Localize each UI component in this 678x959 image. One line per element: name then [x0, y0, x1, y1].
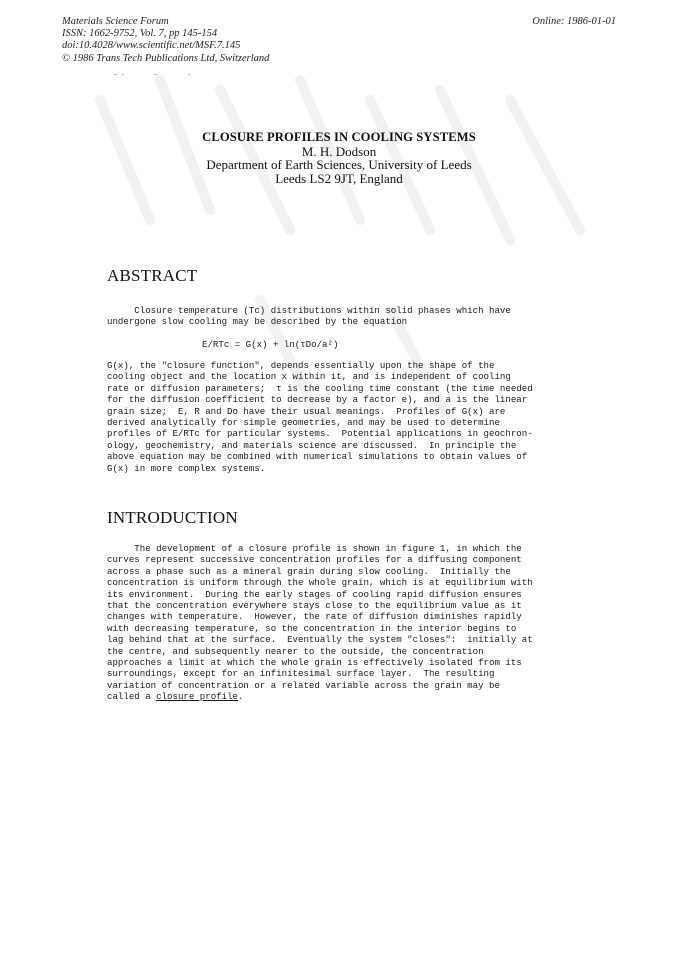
text-line: its environment. During the early stages of cooling rapid diffusion ensures	[107, 588, 522, 600]
closure-equation: E/RTc = G(x) + ln(τDo/a²)	[202, 339, 339, 350]
text-line: ology, geochemistry, and materials science are discussed. In principle the	[107, 439, 517, 451]
text-line: that the concentration everywhere stays close to the equilibrium value as it	[107, 600, 522, 612]
text-line: G(x) in more complex systems.	[107, 462, 266, 474]
text-line: surroundings, except for an infinitesimal surface layer. The resulting	[107, 668, 495, 680]
online-date: Online: 1986-01-01	[532, 16, 616, 27]
text-line: the centre, and subsequently nearer to the outside, the concentration	[107, 645, 484, 657]
introduction-body	[107, 543, 547, 703]
text-line: above equation may be combined with numerical simulations to obtain values of	[107, 451, 528, 463]
text-line: cooling object and the location x within it, and is independent of cooling	[107, 371, 511, 383]
text-line: Closure temperature (Tc) distributions within solid phases which have	[107, 305, 511, 316]
text-line: approaches a limit at which the whole grain is effectively isolated from its	[107, 657, 522, 669]
abstract-body	[107, 360, 547, 474]
text-line: concentration is uniform through the whole grain, which is at equilibrium with	[107, 577, 533, 589]
issn-line: ISSN: 1662-9752, Vol. 7, pp 145-154	[62, 28, 218, 40]
publication-info	[62, 16, 269, 65]
author-address: Leeds LS2 9JT, England	[275, 170, 403, 186]
paper-title: CLOSURE PROFILES IN COOLING SYSTEMS	[202, 130, 476, 144]
text-line: changes with temperature. However, the rate of diffusion diminishes rapidly	[107, 611, 522, 623]
text-line-prefix: called a	[107, 691, 157, 703]
journal-name: Materials Science Forum	[62, 16, 169, 27]
text-line: rate or diffusion parameters; τ is the cooling time constant (the time needed	[107, 382, 533, 394]
text-line: lag behind that at the surface. Eventually the system "closes": initially at	[107, 634, 533, 646]
text-line: derived analytically for simple geometries, and may be used to determine	[107, 417, 500, 429]
text-line: across a phase such as a mineral grain during slow cooling. Initially the	[107, 565, 511, 577]
author-affiliation: Department of Earth Sciences, University of Leeds	[206, 157, 472, 173]
scan-specks	[96, 72, 216, 78]
text-line: for the diffusion coefficient to decrease by a factor e), and a is the linear	[107, 394, 528, 406]
text-line: G(x), the "closure function", depends essentially upon the shape of the	[107, 360, 495, 371]
introduction-heading: INTRODUCTION	[107, 508, 238, 527]
abstract-heading: ABSTRACT	[107, 266, 198, 285]
copyright-line: © 1986 Trans Tech Publications Ltd, Switzerland	[62, 52, 270, 64]
text-line-suffix: .	[237, 691, 244, 703]
doi-line: doi:10.4028/www.scientific.net/MSF.7.145	[62, 40, 241, 52]
closure-profile-term: closure profile	[156, 691, 238, 703]
text-line: profiles of E/RTc for particular systems. Potential applications in geochron-	[107, 428, 533, 440]
text-line: undergone slow cooling may be described by the equation	[107, 316, 408, 328]
paper-author: M. H. Dodson	[301, 143, 377, 159]
text-line: curves represent successive concentration profiles for a diffusing component	[107, 554, 522, 566]
text-line: The development of a closure profile is shown in figure 1, in which the	[107, 543, 522, 554]
title-block	[0, 131, 678, 185]
text-line: grain size; E, R and Do have their usual meanings. Profiles of G(x) are	[107, 405, 506, 417]
text-line: variation of concentration or a related variable across the grain may be	[107, 679, 500, 691]
text-line: with decreasing temperature, so the concentration in the interior begins to	[107, 622, 517, 634]
abstract-intro	[107, 305, 547, 328]
